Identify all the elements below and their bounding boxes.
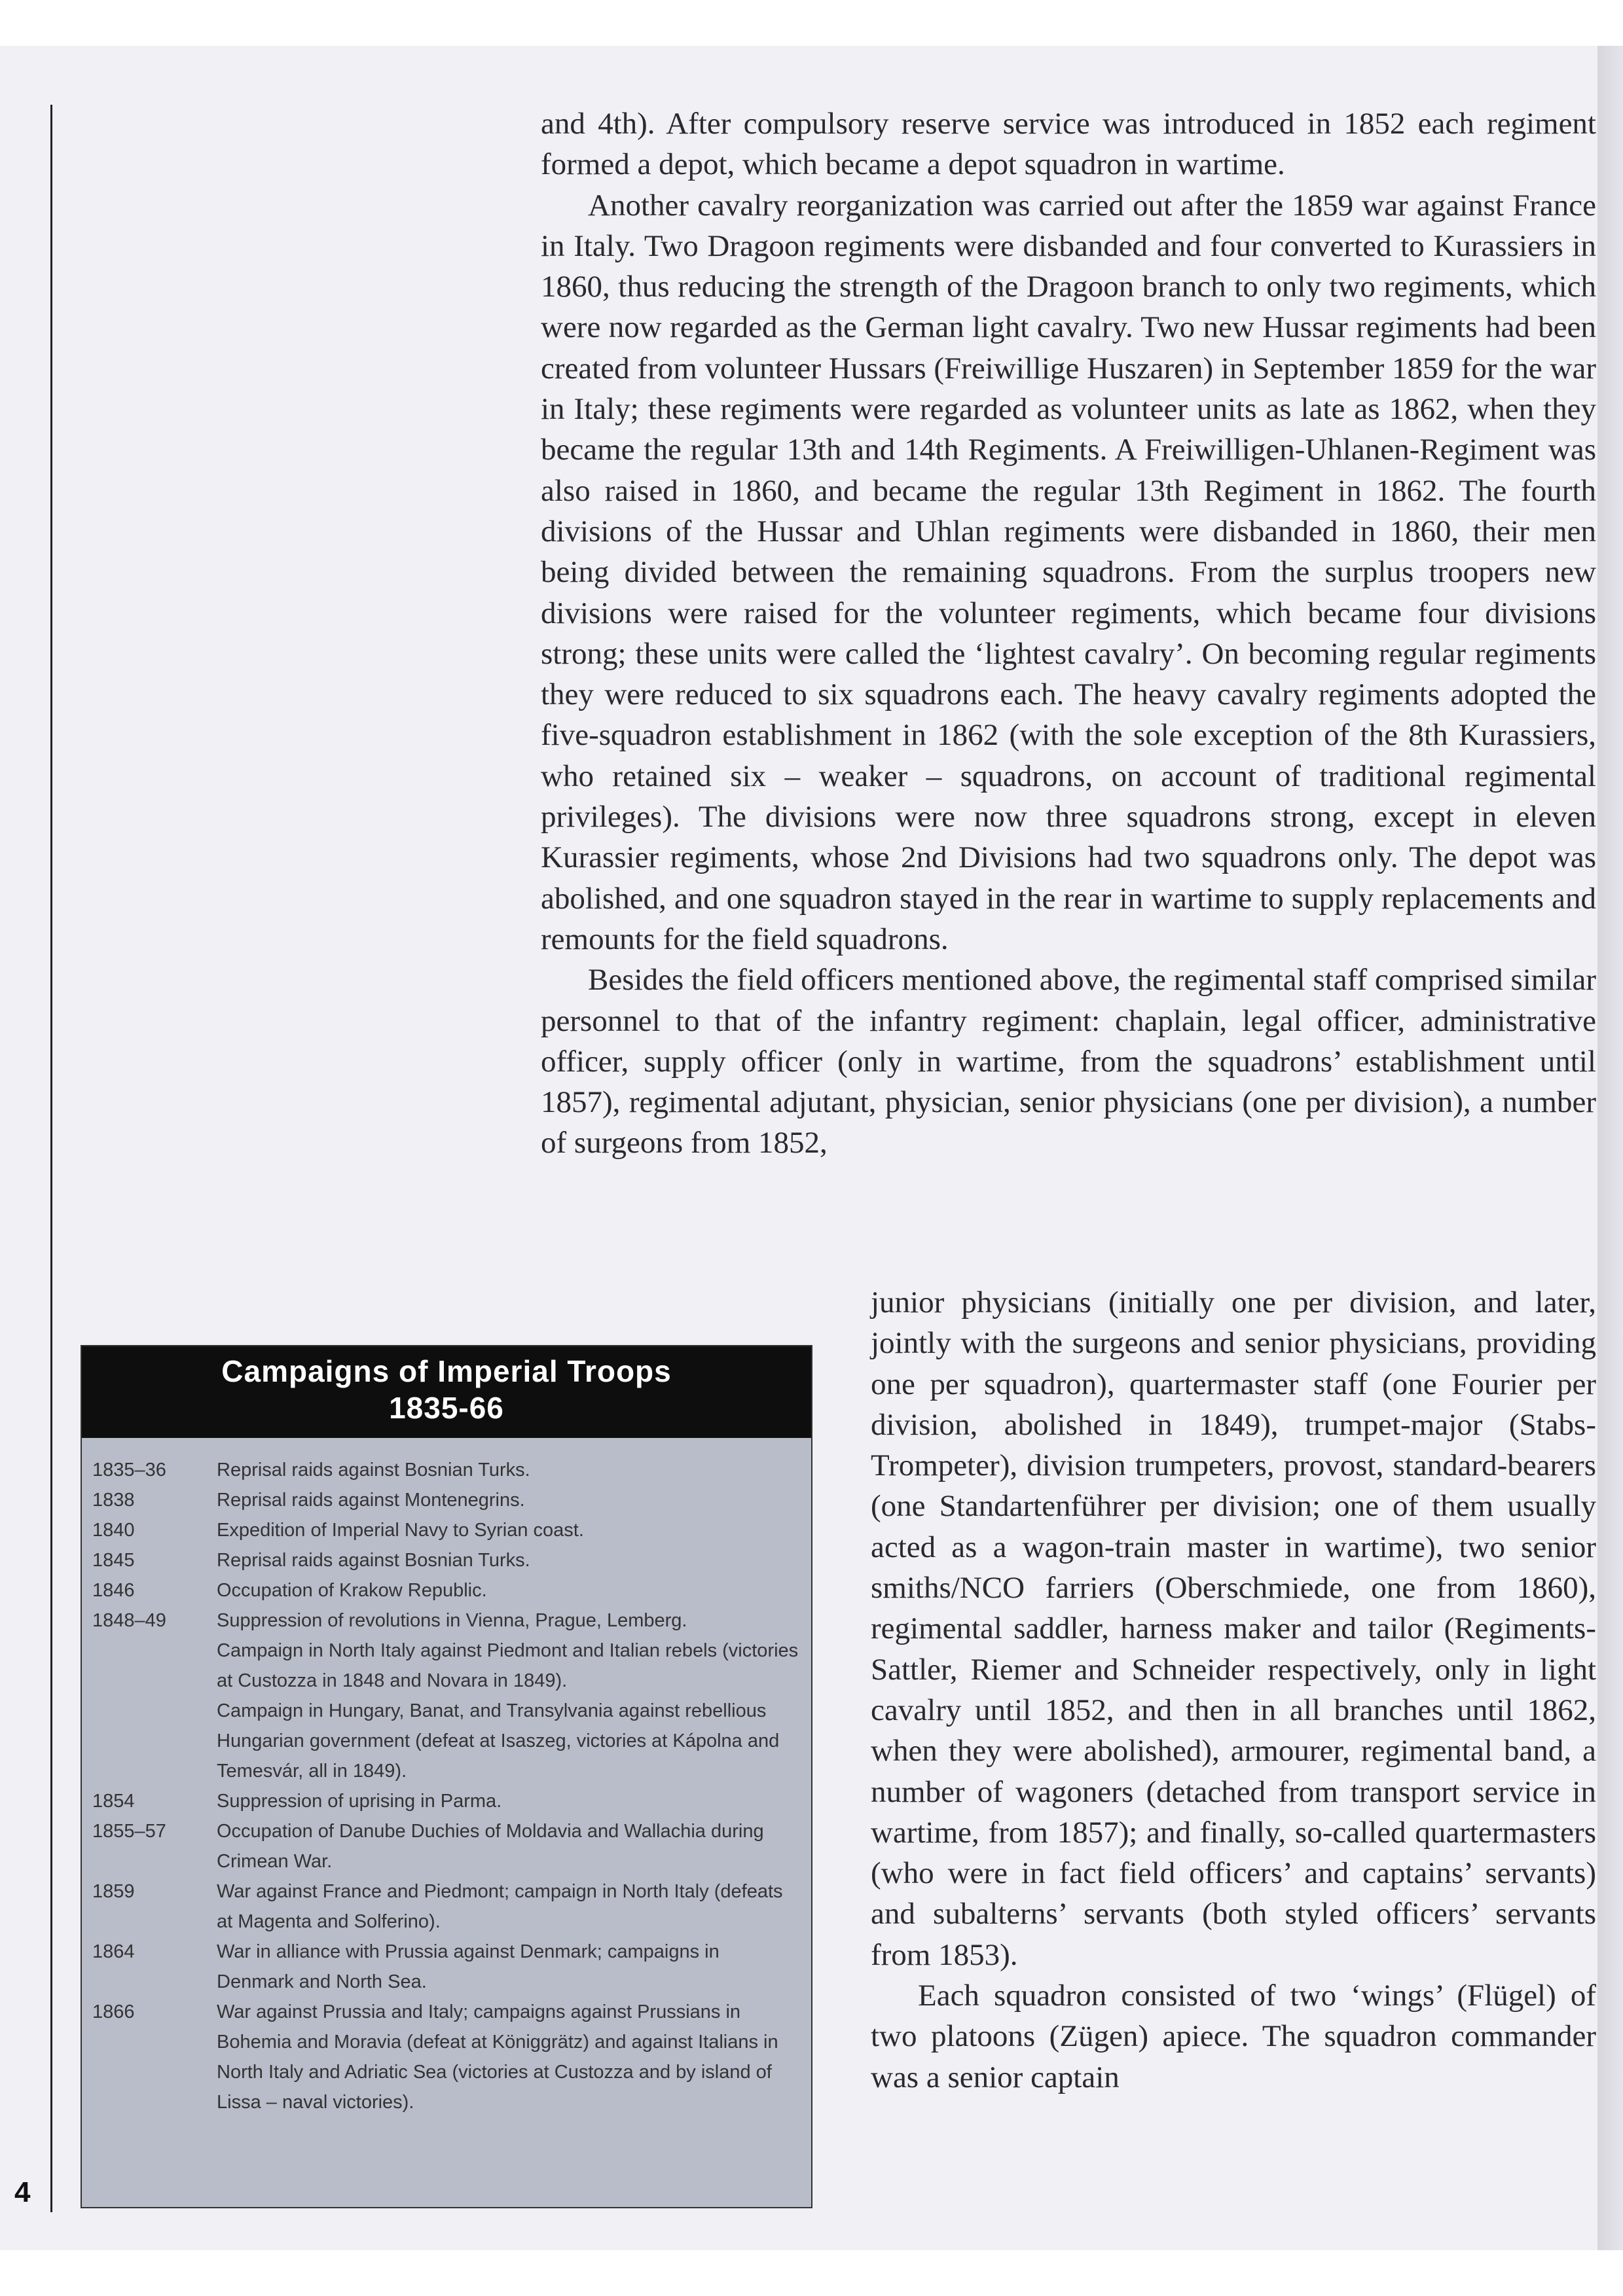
campaign-year: 1855–57: [92, 1821, 166, 1842]
campaign-list: [82, 1438, 811, 2117]
campaign-year: 1846: [92, 1580, 135, 1601]
campaign-description: Reprisal raids against Bosnian Turks.: [217, 1550, 530, 1571]
page-number: 4: [14, 2176, 31, 2208]
campaign-entry: [92, 1605, 799, 1636]
page-edge-shadow: [1597, 46, 1623, 2250]
campaign-year: [92, 1696, 217, 1786]
sidebar-title: [82, 1346, 811, 1438]
margin-rule: [50, 105, 52, 2212]
campaign-description: War in alliance with Prussia against Denmark; campaigns in Denmark and North Sea.: [217, 1941, 720, 1992]
sidebar-title-line2: 1835-66: [389, 1391, 504, 1425]
campaign-year: 1854: [92, 1791, 135, 1812]
campaign-year: 1835–36: [92, 1460, 166, 1480]
campaign-description: War against France and Piedmont; campaign in North Italy (defeats at Magenta and Solferino).: [217, 1881, 783, 1932]
campaign-year: 1859: [92, 1881, 135, 1902]
campaign-entry: [92, 1876, 799, 1937]
campaign-description: Suppression of revolutions in Vienna, Prague, Lemberg.: [217, 1610, 687, 1631]
campaign-entry: [92, 1816, 799, 1876]
body-paragraph: Another cavalry reorganization was carried out after the 1859 war against France in Italy. Two Dragoon regiments were disbanded and four converted to Kurassiers in 1860, thus reducing the strength of the Dragoon branch to only two regiments, which were now regarded as the German light cavalry. Two new Hussar regiments had been created from volunteer Hussars (Freiwillige Huszaren) in September 1859 for the war in Italy; these regiments were regarded as volunteer units as late as 1862, when they became the regular 13th and 14th Regiments. A Freiwilligen-Uhlanen-Regiment was also raised in 1860, and became the regular 13th Regiment in 1862. The fourth divisions of the Hussar and Uhlan regiments were disbanded in 1860, their men being divided between the remaining squadrons. From the surplus troopers new divisions were raised for the volunteer regiments, which became four divisions strong; these units were called the ‘lightest cavalry’. On becoming regular regiments they were reduced to six squadrons each. The heavy cavalry regiments adopted the five-squadron establishment in 1862 (with the sole exception of the 8th Kurassiers, who retained six – weaker – squadrons, on account of traditional regimental privileges). The divisions were now three squadrons strong, except in eleven Kurassier regiments, whose 2nd Divisions had two squadrons only. The depot was abolished, and one squadron stayed in the rear in wartime to supply replacements and remounts for the field squadrons.: [541, 188, 1596, 956]
campaign-year: 1864: [92, 1941, 135, 1962]
campaign-entry: [92, 1696, 799, 1786]
body-text-top: [541, 103, 1596, 1164]
campaign-description: Occupation of Danube Duchies of Moldavia and Wallachia during Crimean War.: [217, 1821, 764, 1872]
campaign-description: Expedition of Imperial Navy to Syrian coast.: [217, 1520, 584, 1541]
campaign-entry: [92, 1515, 799, 1545]
campaign-year: 1840: [92, 1520, 135, 1541]
campaign-description: Campaign in Hungary, Banat, and Transylvania against rebellious Hungarian government (defeat at Isaszeg, victories at Kápolna and Temesvár, all in 1849).: [217, 1700, 780, 1782]
campaign-description: Suppression of uprising in Parma.: [217, 1791, 502, 1812]
campaign-entry: [92, 1997, 799, 2117]
campaign-description: Reprisal raids against Bosnian Turks.: [217, 1460, 530, 1480]
campaign-entry: [92, 1786, 799, 1816]
campaign-description: Campaign in North Italy against Piedmont and Italian rebels (victories at Custozza in 1848 and Novara in 1849).: [217, 1640, 799, 1691]
body-text-bottom: [871, 1282, 1596, 2098]
campaign-entry: [92, 1636, 799, 1696]
campaign-year: 1848–49: [92, 1610, 166, 1631]
campaign-year: 1845: [92, 1550, 135, 1571]
body-paragraph: Each squadron consisted of two ‘wings’ (Flügel) of two platoons (Zügen) apiece. The squadron commander was a senior captain: [871, 1979, 1596, 2094]
campaign-entry: [92, 1575, 799, 1605]
campaign-description: Reprisal raids against Montenegrins.: [217, 1490, 525, 1511]
body-paragraph: and 4th). After compulsory reserve service was introduced in 1852 each regiment formed a depot, which became a depot squadron in wartime.: [541, 107, 1596, 182]
campaign-year: [92, 1636, 217, 1696]
body-paragraph: Besides the field officers mentioned above, the regimental staff comprised similar personnel to that of the infantry regiment: chaplain, legal officer, administrative officer, supply officer (only in wartime, from the squadrons’ establishment until 1857), regimental adjutant, physician, senior physicians (one per division), a number of surgeons from 1852,: [541, 963, 1596, 1160]
campaign-description: Occupation of Krakow Republic.: [217, 1580, 487, 1601]
sidebar-title-line1: Campaigns of Imperial Troops: [221, 1354, 672, 1388]
campaign-entry: [92, 1485, 799, 1515]
campaigns-sidebar: [81, 1345, 812, 2208]
campaign-entry: [92, 1455, 799, 1485]
body-paragraph: junior physicians (initially one per division, and later, jointly with the surgeons and senior physicians, providing one per squadron), quartermaster staff (one Fourier per division, abolished in 1849), trumpet-major (Stabs-Trompeter), division trumpeters, provost, standard-bearers (one Standartenführer per division; one of them usually acted as a wagon-train master in wartime), two senior smiths/NCO farriers (Oberschmiede, one from 1860), regimental saddler, harness maker and tailor (Regiments-Sattler, Riemer and Schneider respectively, only in light cavalry until 1852, and then in all branches until 1862, when they were abolished), armourer, regimental band, a number of wagoners (detached from transport service in wartime, from 1857); and finally, so-called quartermasters (who were in fact field officers’ and captains’ servants) and subalterns’ servants (both styled officers’ servants from 1853).: [871, 1285, 1596, 1972]
campaign-year: 1866: [92, 2001, 135, 2022]
campaign-entry: [92, 1545, 799, 1575]
campaign-entry: [92, 1937, 799, 1997]
campaign-year: 1838: [92, 1490, 135, 1511]
campaign-description: War against Prussia and Italy; campaigns against Prussians in Bohemia and Moravia (defeat at Königgrätz) and against Italians in North Italy and Adriatic Sea (victories at Custozza and by island of Lissa – naval victories).: [217, 2001, 778, 2113]
